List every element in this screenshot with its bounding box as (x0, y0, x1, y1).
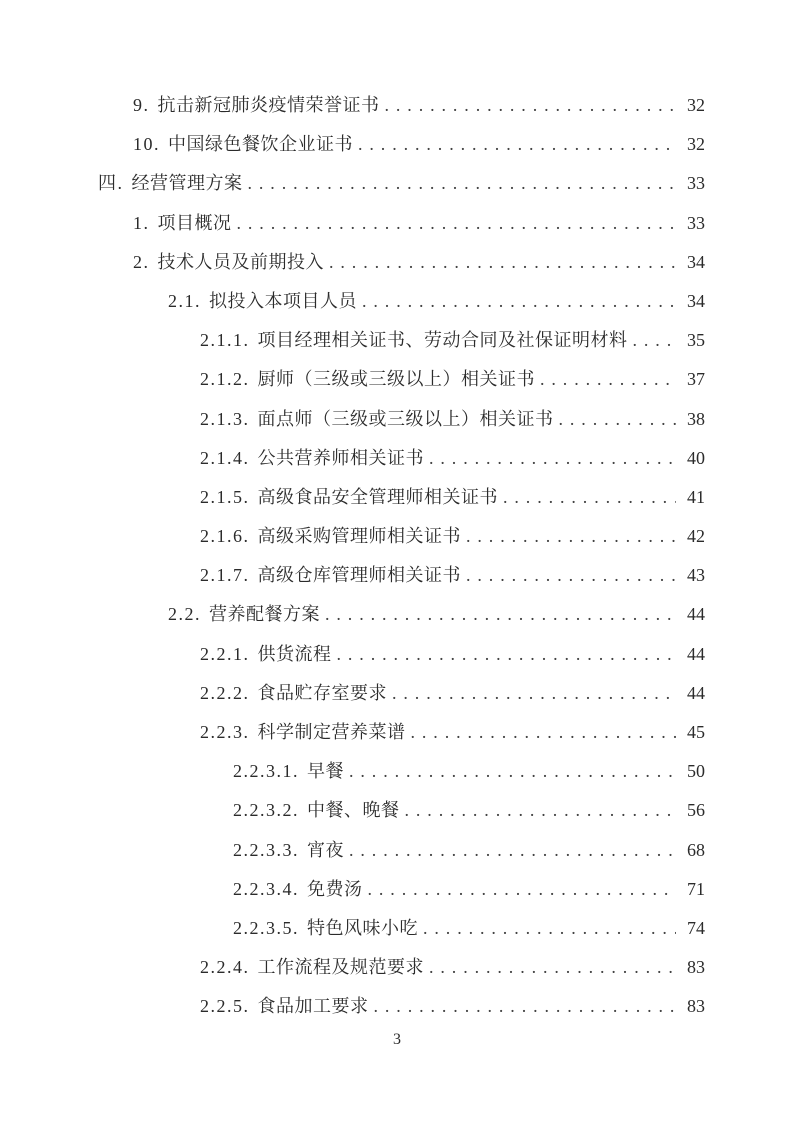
toc-entry-number: 2.2.3.3. (233, 839, 299, 860)
toc-entry-page: 40 (687, 447, 705, 468)
toc-entry-title: 高级食品安全管理师相关证书 (257, 486, 498, 507)
toc-leader-dots (392, 674, 676, 713)
toc-entry[interactable] (200, 948, 705, 987)
toc-entry[interactable] (233, 909, 705, 948)
toc-entry[interactable] (233, 752, 705, 791)
toc-entry-title: 经营管理方案 (131, 173, 243, 194)
toc-entry-page: 50 (687, 761, 705, 782)
toc-entry-page: 38 (687, 408, 705, 429)
toc-leader-dots (411, 713, 677, 752)
toc-entry-title: 早餐 (307, 761, 344, 782)
page-number: 3 (393, 1031, 401, 1048)
toc-leader-dots (349, 752, 676, 791)
toc-leader-dots (540, 360, 676, 399)
toc-entry-page: 41 (687, 486, 705, 507)
toc-entry[interactable] (233, 831, 705, 870)
toc-entry[interactable] (98, 164, 705, 203)
toc-entry-number: 2.1.3. (200, 408, 250, 429)
toc-entry[interactable] (200, 517, 705, 556)
toc-leader-dots (362, 282, 676, 321)
toc-entry-title: 特色风味小吃 (307, 917, 418, 938)
toc-entry-page: 37 (687, 369, 705, 390)
toc-entry-title: 营养配餐方案 (209, 604, 320, 625)
toc-entry-number: 2.2.1. (200, 643, 250, 664)
toc-leader-dots (429, 948, 676, 987)
toc-entry-number: 2.2.4. (200, 957, 250, 978)
toc-entry-title: 抗击新冠肺炎疫情荣誉证书 (157, 95, 380, 115)
toc-entry[interactable] (200, 400, 705, 439)
toc-entry[interactable] (133, 204, 705, 243)
toc-leader-dots (374, 987, 677, 1026)
toc-entry-page: 33 (687, 173, 705, 194)
page-footer (0, 1028, 794, 1052)
toc-entry-title: 高级采购管理师相关证书 (257, 526, 461, 547)
toc-entry-page: 44 (687, 604, 705, 625)
toc-entry-page: 34 (687, 251, 705, 272)
toc-leader-dots (237, 204, 677, 243)
toc-entry-title: 食品贮存室要求 (257, 682, 387, 703)
toc-entry[interactable] (200, 674, 705, 713)
toc-leader-dots (329, 243, 676, 282)
toc-entry-title: 厨师（三级或三级以上）相关证书 (257, 369, 535, 390)
toc-entry[interactable] (233, 791, 705, 830)
toc-entry[interactable] (233, 870, 705, 909)
toc-entry[interactable] (133, 86, 705, 125)
toc-entry-number: 2.2.3.5. (233, 917, 299, 938)
toc-entry-page: 83 (687, 957, 705, 978)
toc-entry-page: 32 (687, 95, 705, 115)
toc-entry-number: 2.2.3.1. (233, 761, 299, 782)
toc-entry-number: 2.2.3.2. (233, 800, 299, 821)
toc-leader-dots (325, 595, 676, 634)
toc-leader-dots (633, 321, 677, 360)
toc-entry[interactable] (133, 243, 705, 282)
toc-entry[interactable] (200, 321, 705, 360)
toc-entry-page: 44 (687, 682, 705, 703)
toc-entry-number: 2.1.5. (200, 486, 250, 507)
toc-entry-page: 35 (687, 330, 705, 351)
toc-entry-title: 面点师（三级或三级以上）相关证书 (257, 408, 554, 429)
toc-leader-dots (559, 400, 677, 439)
toc-entry-number: 2.1. (168, 290, 201, 311)
toc-entry-title: 免费汤 (307, 878, 363, 899)
toc-entry-number: 2.2.3.4. (233, 878, 299, 899)
toc-entry-number: 2.1.7. (200, 565, 250, 586)
toc-leader-dots (385, 86, 677, 125)
toc-entry-number: 2.1.4. (200, 447, 250, 468)
toc-entry[interactable] (200, 987, 705, 1026)
toc-entry-title: 中国绿色餐饮企业证书 (168, 134, 353, 155)
toc-entry-page: 44 (687, 643, 705, 664)
toc-entry-number: 2. (133, 251, 150, 272)
toc-leader-dots (358, 125, 676, 164)
toc-entry-number: 2.2.2. (200, 682, 250, 703)
toc-leader-dots (368, 870, 677, 909)
toc-entry-title: 食品加工要求 (257, 996, 369, 1017)
toc-entry-number: 四. (98, 173, 124, 194)
toc-entry-title: 公共营养师相关证书 (257, 447, 424, 468)
toc-entry[interactable] (200, 478, 705, 517)
toc-entry[interactable] (200, 635, 705, 674)
toc-entry-title: 技术人员及前期投入 (157, 251, 324, 272)
toc-leader-dots (248, 164, 677, 203)
toc-entry[interactable] (200, 439, 705, 478)
toc-entry-number: 2.2. (168, 604, 201, 625)
toc-leader-dots (337, 635, 677, 674)
toc-leader-dots (423, 909, 676, 948)
toc-entry-page: 42 (687, 526, 705, 547)
toc-entry-number: 2.1.1. (200, 330, 250, 351)
toc-leader-dots (429, 439, 676, 478)
toc-entry-page: 33 (687, 212, 705, 233)
toc-entry-number: 2.2.3. (200, 722, 250, 742)
toc-entry[interactable] (200, 556, 705, 595)
toc-entry[interactable] (168, 595, 705, 634)
toc-entry-title: 项目经理相关证书、劳动合同及社保证明材料 (257, 330, 628, 351)
toc-entry-number: 2.1.2. (200, 369, 250, 390)
toc-entry-page: 34 (687, 290, 705, 311)
toc-entry[interactable] (133, 125, 705, 164)
toc-leader-dots (503, 478, 676, 517)
toc-leader-dots (466, 517, 676, 556)
toc-entry-page: 68 (687, 839, 705, 860)
toc-entry-page: 71 (687, 878, 705, 899)
toc-entry-number: 2.2.5. (200, 996, 250, 1017)
toc-entry-title: 项目概况 (157, 212, 232, 233)
toc-entry-number: 2.1.6. (200, 526, 250, 547)
toc-entry-title: 拟投入本项目人员 (209, 290, 357, 311)
toc-entry-number: 10. (133, 134, 160, 155)
toc-entry-title: 科学制定营养菜谱 (257, 722, 406, 742)
toc-leader-dots (349, 831, 676, 870)
toc-entry-title: 宵夜 (307, 839, 344, 860)
toc-entry-number: 9. (133, 95, 150, 115)
toc-entry[interactable] (200, 360, 705, 399)
toc-leader-dots (466, 556, 676, 595)
toc-entry-number: 1. (133, 212, 150, 233)
toc-entry[interactable] (200, 713, 705, 752)
toc-entry[interactable] (168, 282, 705, 321)
toc-leader-dots (405, 791, 677, 830)
toc-entry-page: 83 (687, 996, 705, 1017)
toc-entry-page: 45 (687, 722, 705, 742)
toc-entry-title: 工作流程及规范要求 (257, 957, 424, 978)
toc-entry-page: 43 (687, 565, 705, 586)
toc-entry-page: 74 (687, 917, 705, 938)
toc-entry-title: 供货流程 (257, 643, 332, 664)
toc-entry-title: 中餐、晚餐 (307, 800, 400, 821)
toc-entry-page: 32 (687, 134, 705, 155)
toc-entry-title: 高级仓库管理师相关证书 (257, 565, 461, 586)
toc-entry-page: 56 (687, 800, 705, 821)
